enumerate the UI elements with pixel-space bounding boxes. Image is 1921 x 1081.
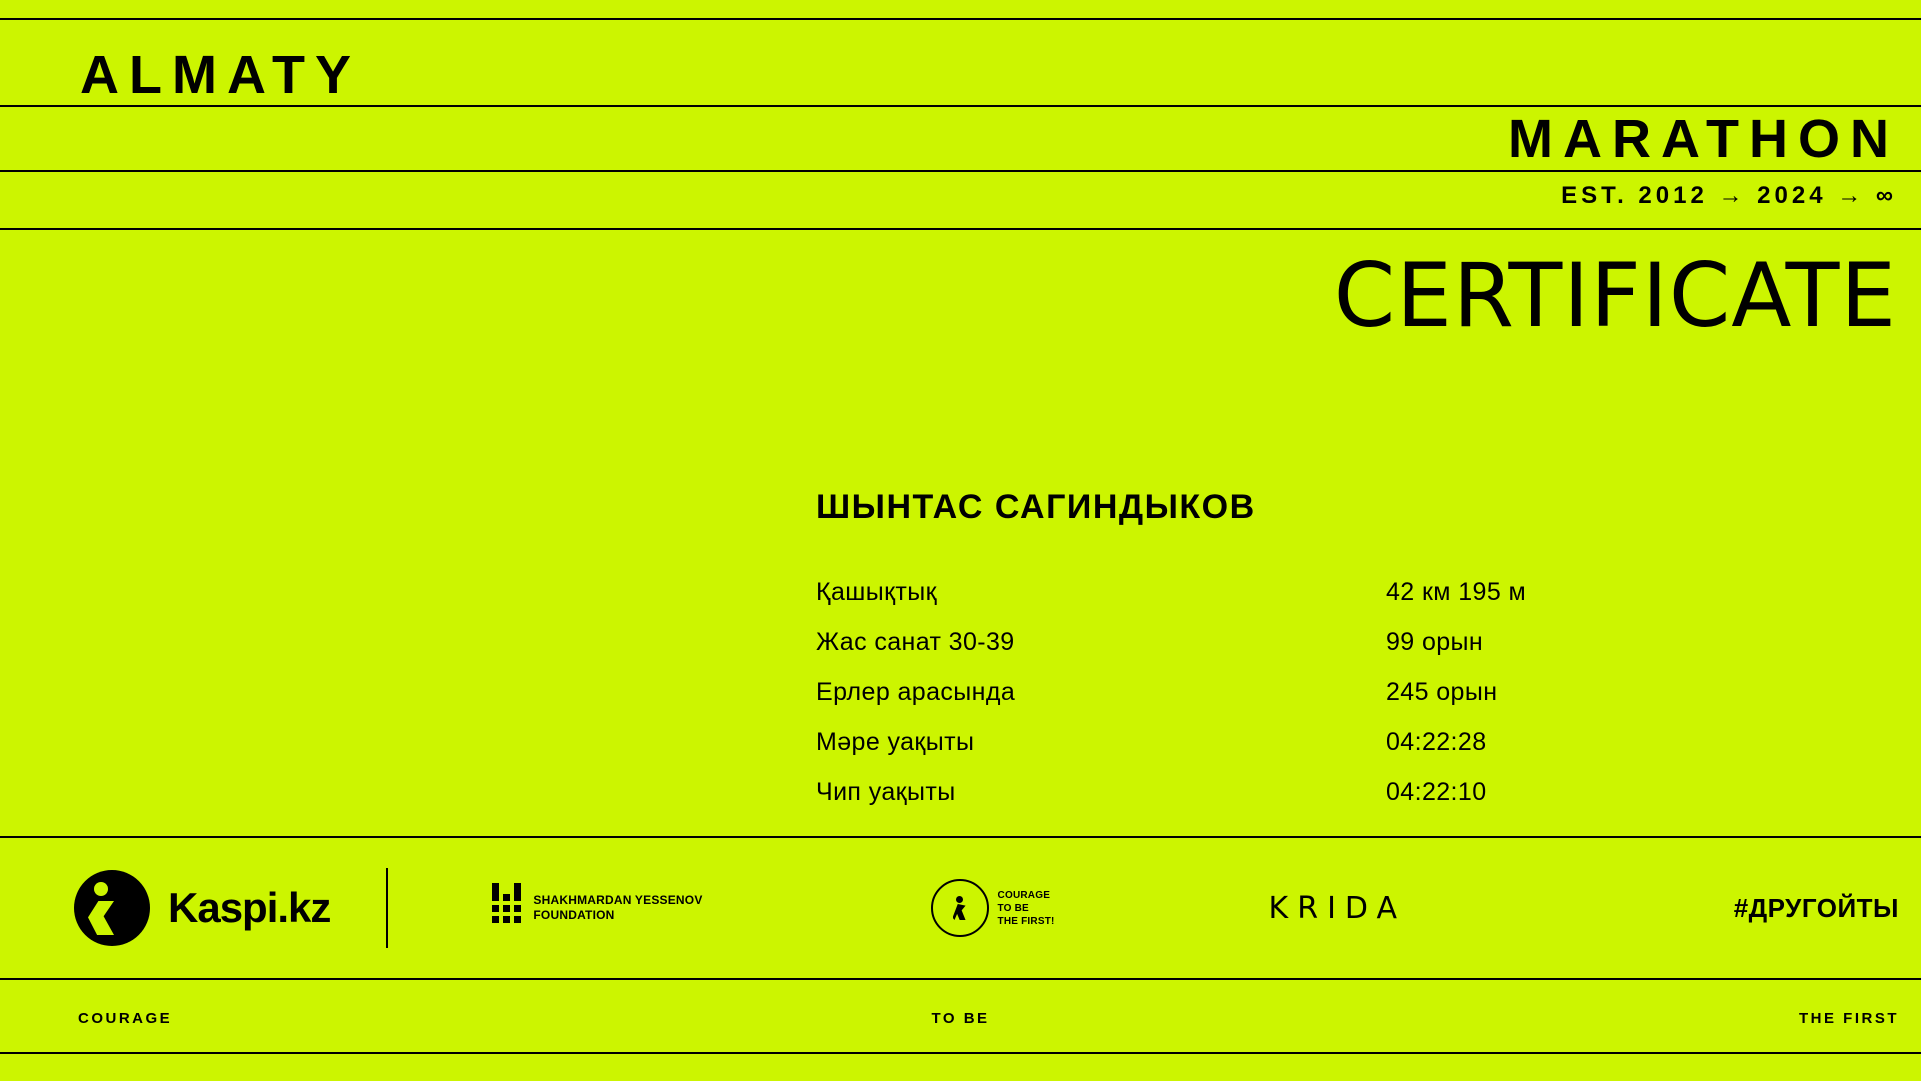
rule-below-sponsors [0, 978, 1921, 980]
rule-bottom [0, 1052, 1921, 1054]
brand-almaty: ALMATY [80, 45, 361, 105]
established-line: EST. 2012 → 2024 → ∞ [1561, 182, 1897, 209]
kaspi-wordmark: Kaspi.kz [168, 884, 331, 931]
page-title: CERTIFICATE [1333, 244, 1897, 347]
fund-line-1: COURAGE [997, 889, 1051, 901]
yessenov-line-2: FOUNDATION [533, 908, 615, 922]
table-row [816, 578, 1716, 628]
result-value: 04:22:10 [1386, 778, 1487, 806]
table-row [816, 678, 1716, 728]
yessenov-wordmark [533, 893, 702, 923]
table-row [816, 728, 1716, 778]
corporate-fund-wordmark [998, 889, 1055, 928]
fund-line-3: THE FIRST! [997, 915, 1055, 927]
yessenov-line-1: SHAKHMARDAN YESSENOV [533, 893, 703, 907]
footer-right: THE FIRST [1799, 1010, 1899, 1027]
result-value: 245 орын [1386, 678, 1498, 706]
result-value: 42 км 195 м [1386, 578, 1527, 606]
result-label: Қашықтық [816, 578, 937, 606]
result-value: 99 орын [1386, 628, 1484, 656]
sponsor-yessenov-foundation [492, 893, 702, 923]
kaspi-logo-icon [74, 870, 150, 946]
table-row [816, 628, 1716, 678]
rule-under-est [0, 228, 1921, 230]
sponsor-divider [386, 868, 388, 948]
result-label: Жас санат 30-39 [816, 628, 1015, 656]
sponsor-kaspi [74, 870, 330, 946]
results-table [816, 578, 1716, 828]
athlete-name: ШЫНТАС САГИНДЫКОВ [816, 488, 1256, 526]
table-row [816, 778, 1716, 828]
rule-top [0, 18, 1921, 20]
brand-marathon: MARATHON [1508, 109, 1899, 169]
sponsor-bar [0, 838, 1921, 978]
sponsor-krida: KRIDA [1268, 890, 1407, 926]
sponsor-corporate-fund [931, 879, 1055, 937]
rule-under-marathon [0, 170, 1921, 172]
footer-left: COURAGE [78, 1010, 173, 1027]
sponsor-hashtag: #ДРУГОЙТЫ [1733, 892, 1899, 923]
fund-line-2: TO BE [997, 902, 1029, 914]
corporate-fund-logo-icon [931, 879, 989, 937]
rule-under-almaty [0, 105, 1921, 107]
result-label: Ерлер арасында [816, 678, 1016, 706]
yessenov-logo-icon [492, 894, 521, 923]
footer-middle: TO BE [931, 1010, 990, 1027]
result-label: Мәре уақыты [816, 728, 975, 756]
result-label: Чип уақыты [816, 778, 956, 806]
footer [0, 1010, 1921, 1048]
result-value: 04:22:28 [1386, 728, 1487, 756]
